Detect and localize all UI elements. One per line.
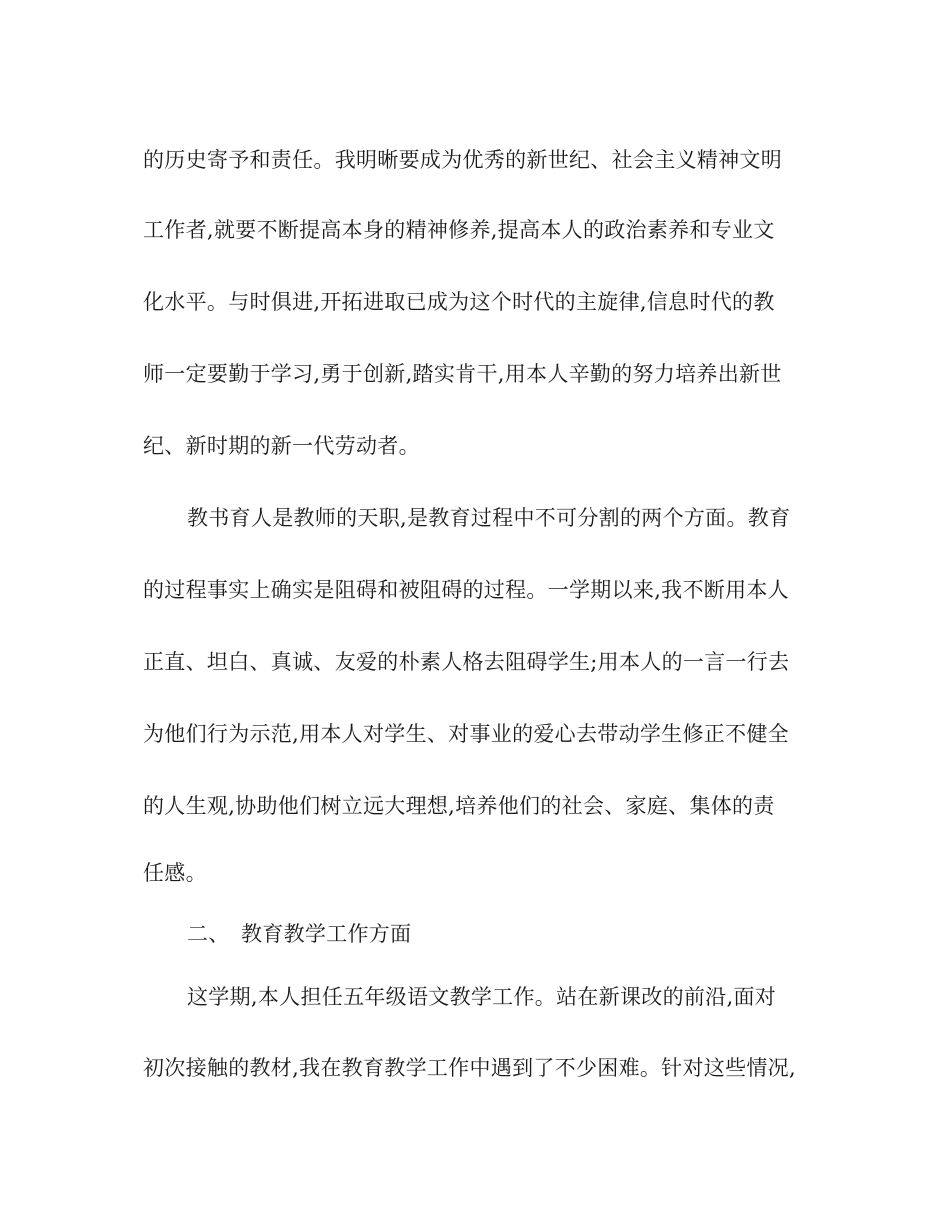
section-heading-title: 教育教学工作方面 [241, 922, 412, 946]
section-heading-number: 二、 [187, 922, 230, 946]
paragraph-line: 师一定要勤于学习,勇于创新,踏实肯干,用本人辛勤的努力培养出新世 [143, 362, 782, 386]
paragraph-line: 纪、新时期的新一代劳动者。 [143, 434, 420, 458]
paragraph-line: 正直、坦白、真诚、友爱的朴素人格去阻碍学生;用本人的一言一行去 [143, 650, 790, 674]
paragraph-line: 的历史寄予和责任。我明晰要成为优秀的新世纪、社会主义精神文明 [143, 148, 782, 172]
paragraph-line: 的人生观,协助他们树立远大理想,培养他们的社会、家庭、集体的责 [143, 794, 775, 818]
paragraph-line: 化水平。与时俱进,开拓进取已成为这个时代的主旋律,信息时代的教 [143, 290, 775, 314]
section-heading [187, 918, 867, 950]
paragraph-line: 教书育人是教师的天职,是教育过程中不可分割的两个方面。教育 [187, 506, 791, 530]
paragraph-line: 工作者,就要不断提高本身的精神修养,提高本人的政治素养和专业文 [143, 218, 775, 242]
paragraph-line: 这学期,本人担任五年级语文教学工作。站在新课改的前沿,面对 [187, 985, 777, 1009]
paragraph-line: 为他们行为示范,用本人对学生、对事业的爱心去带动学生修正不健全 [143, 722, 789, 746]
paragraph-line: 的过程事实上确实是阻碍和被阻碍的过程。一学期以来,我不断用本人 [143, 578, 789, 602]
paragraph-line: 初次接触的教材,我在教育教学工作中遇到了不少困难。针对这些情况, [143, 1056, 796, 1080]
paragraph-line: 任感。 [143, 861, 207, 885]
